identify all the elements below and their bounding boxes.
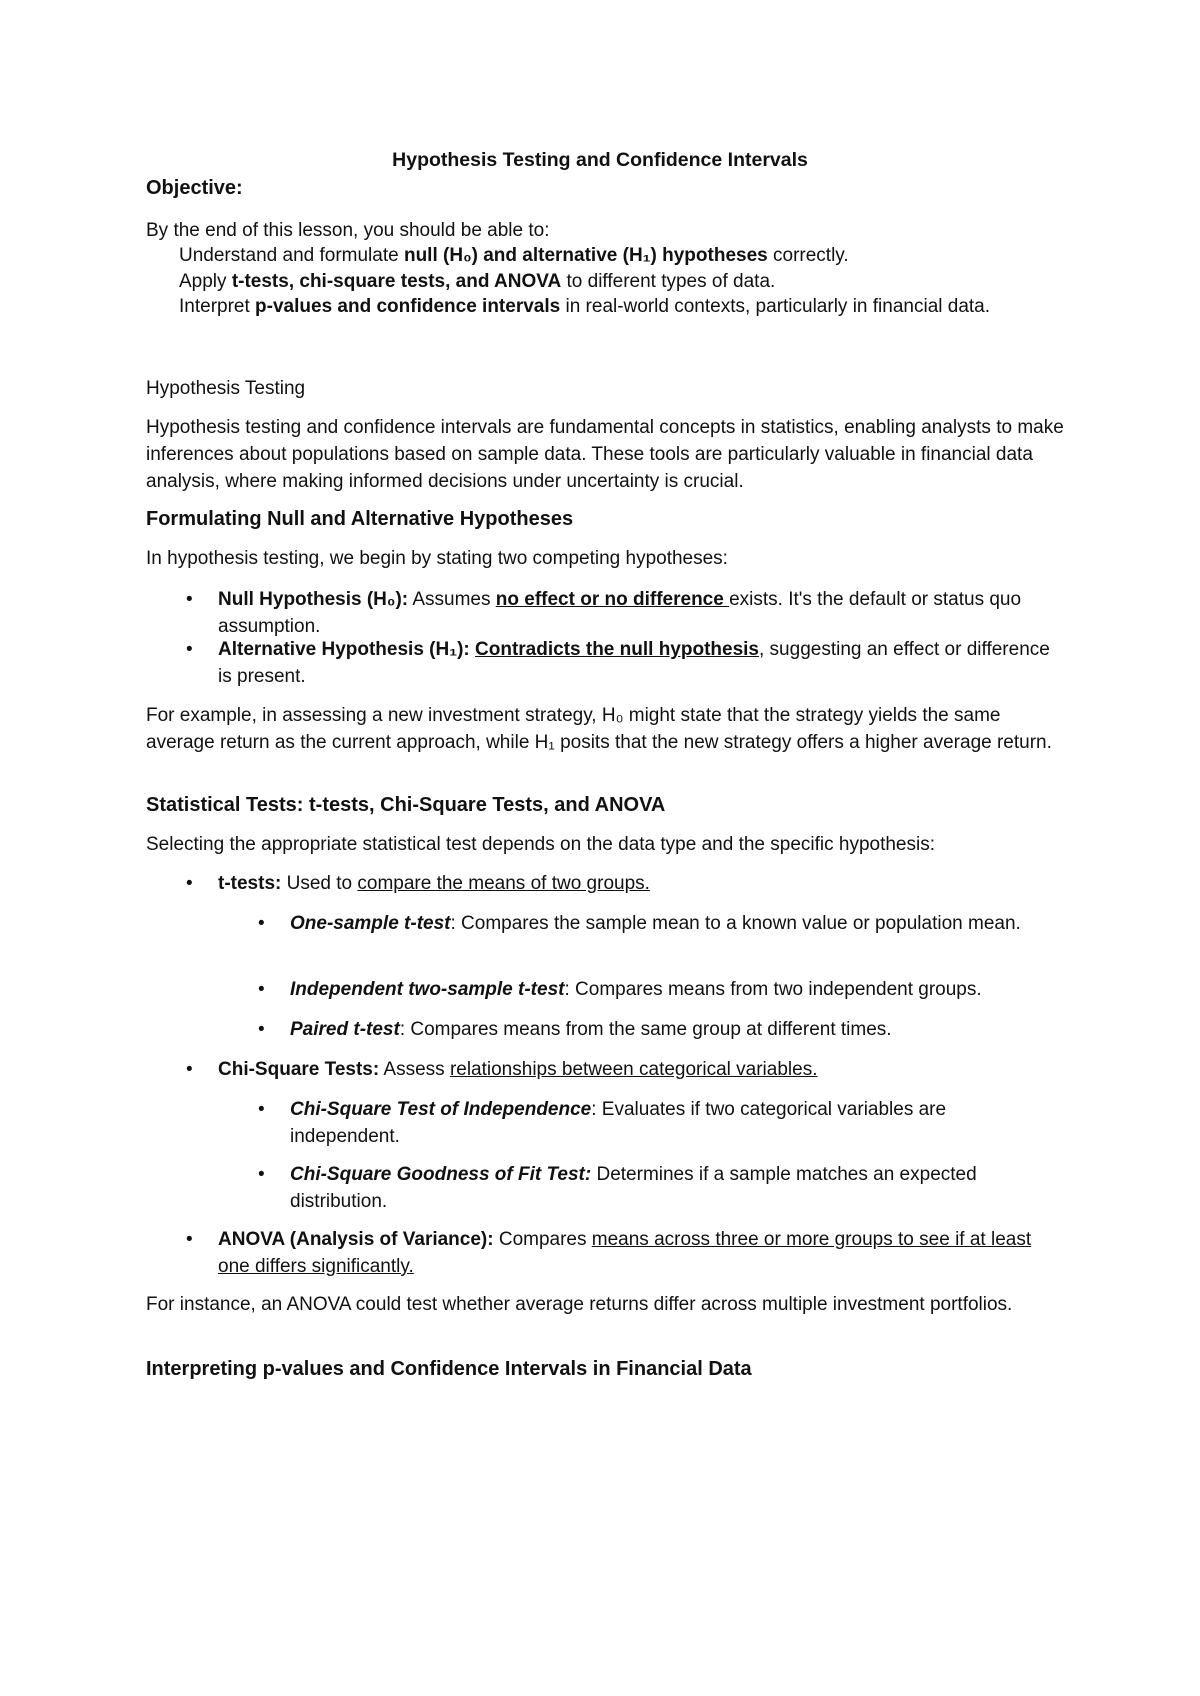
null-hypothesis-label: Null Hypothesis (H₀): (218, 589, 409, 610)
objective-heading: Objective: (146, 177, 243, 199)
ttest-subitem-desc: : Compares the sample mean to a known value or population mean. (450, 913, 1021, 934)
anova-item (186, 1226, 1056, 1280)
tests-heading: Statistical Tests: t-tests, Chi-Square Tests, and ANOVA (146, 794, 666, 816)
anova-text (218, 1226, 1058, 1280)
instance-paragraph: For instance, an ANOVA could test whether average returns differ across multiple investment portfolios. (146, 1294, 1013, 1315)
ttest-subitem-label: One-sample t-test (290, 913, 451, 934)
alt-hypothesis-emphasis: Contradicts the null hypothesis (475, 639, 759, 660)
ttest-subitem-text (290, 910, 1060, 937)
bullet-icon: • (258, 979, 265, 1000)
chisq-subitem-label: Chi-Square Test of Independence (290, 1099, 592, 1120)
bullet-icon: • (258, 1019, 265, 1040)
objective-item-text: in real-world contexts, particularly in financial data. (560, 296, 991, 317)
anova-pre: Compares (493, 1229, 592, 1250)
objective-item-bold: p-values and confidence intervals (255, 296, 561, 317)
tests-intro: Selecting the appropriate statistical test depends on the data type and the specific hypothesis: (146, 834, 936, 855)
ttests-pre: Used to (281, 873, 358, 894)
objective-item-text: Interpret (179, 296, 256, 317)
chisq-subitem (258, 1161, 1058, 1215)
ttest-subitem (258, 976, 1058, 1003)
objective-item-text: correctly. (767, 245, 849, 266)
objective-item-text: Apply (179, 271, 232, 292)
alt-hypothesis-text (218, 636, 1058, 690)
alt-hypothesis-post: , suggesting an effect or difference is present. (218, 639, 1050, 687)
alt-hypothesis-item (186, 636, 1056, 690)
ttests-text (218, 870, 1058, 897)
bullet-icon: • (186, 873, 193, 894)
anova-label: ANOVA (Analysis of Variance): (218, 1229, 494, 1250)
objective-item (179, 268, 775, 295)
bullet-icon: • (258, 1164, 265, 1185)
chisq-label: Chi-Square Tests: (218, 1059, 380, 1080)
bullet-icon: • (186, 639, 193, 660)
ttests-item (186, 870, 1056, 897)
null-hypothesis-pre: Assumes (408, 589, 496, 610)
formulating-intro: In hypothesis testing, we begin by stating two competing hypotheses: (146, 548, 728, 569)
anova-emphasis: means across three or more groups to see if at least one differs significantly. (218, 1229, 1032, 1277)
bullet-icon: • (258, 1099, 265, 1120)
chisq-subitem-text (290, 1161, 1060, 1215)
bullet-icon: • (258, 913, 265, 934)
chisq-pre: Assess (379, 1059, 450, 1080)
ttest-subitem-text (290, 976, 1060, 1003)
ttest-subitem-label: Independent two-sample t-test (290, 979, 565, 1000)
ttest-subitem (258, 910, 1058, 964)
chisq-subitem (258, 1096, 1058, 1150)
objective-item-bold: null (H₀) and alternative (H₁) hypotheses (403, 245, 768, 266)
bullet-icon: • (186, 1059, 193, 1080)
ttests-label: t-tests: (218, 873, 282, 894)
objective-intro: By the end of this lesson, you should be able to: (146, 220, 550, 241)
formulating-heading: Formulating Null and Alternative Hypotheses (146, 508, 574, 530)
ttest-subitem-label: Paired t-test (290, 1019, 400, 1040)
example-paragraph: For example, in assessing a new investment strategy, H₀ might state that the strategy yields the same average return as the current approach, while H₁ posits that the new strategy offers a higher average return. (146, 705, 1052, 753)
null-hypothesis-text (218, 586, 1058, 640)
ttest-subitem-desc: : Compares means from two independent groups. (564, 979, 982, 1000)
document-title: Hypothesis Testing and Confidence Intervals (392, 149, 808, 171)
chisq-subitem-desc: Determines if a sample matches an expected distribution. (290, 1164, 977, 1212)
objective-item-bold: t-tests, chi-square tests, and ANOVA (231, 271, 562, 292)
ttests-emphasis: compare the means of two groups. (357, 873, 650, 894)
null-hypothesis-emphasis: no effect or no difference (495, 589, 730, 610)
objective-item (179, 242, 849, 269)
chisq-emphasis: relationships between categorical variables. (449, 1059, 818, 1080)
chisq-item (186, 1056, 1056, 1083)
chisq-text (218, 1056, 1058, 1083)
objective-item-text: Understand and formulate (179, 245, 404, 266)
null-hypothesis-item (186, 586, 1056, 640)
bullet-icon: • (186, 1229, 193, 1250)
chisq-subitem-label: Chi-Square Goodness of Fit Test: (290, 1164, 592, 1185)
objective-item-text: to different types of data. (561, 271, 776, 292)
chisq-subitem-text (290, 1096, 1060, 1150)
ttest-subitem-desc: : Compares means from the same group at different times. (399, 1019, 892, 1040)
ttest-subitem-text (290, 1016, 1060, 1043)
bullet-icon: • (186, 589, 193, 610)
interpreting-heading: Interpreting p-values and Confidence Intervals in Financial Data (146, 1358, 752, 1380)
alt-hypothesis-label: Alternative Hypothesis (H₁): (218, 639, 470, 660)
section-label: Hypothesis Testing (146, 378, 306, 399)
intro-paragraph: Hypothesis testing and confidence intervals are fundamental concepts in statistics, enabling analysts to make inferences about populations based on sample data. These tools are particularly valuable in financial data analysis, where making informed decisions under uncertainty is crucial. (146, 417, 1064, 492)
ttest-subitem (258, 1016, 1058, 1043)
null-hypothesis-post: exists. It's the default or status quo assumption. (218, 589, 1022, 637)
objective-item (179, 293, 990, 320)
chisq-subitem-desc: : Evaluates if two categorical variables are independent. (290, 1099, 947, 1147)
